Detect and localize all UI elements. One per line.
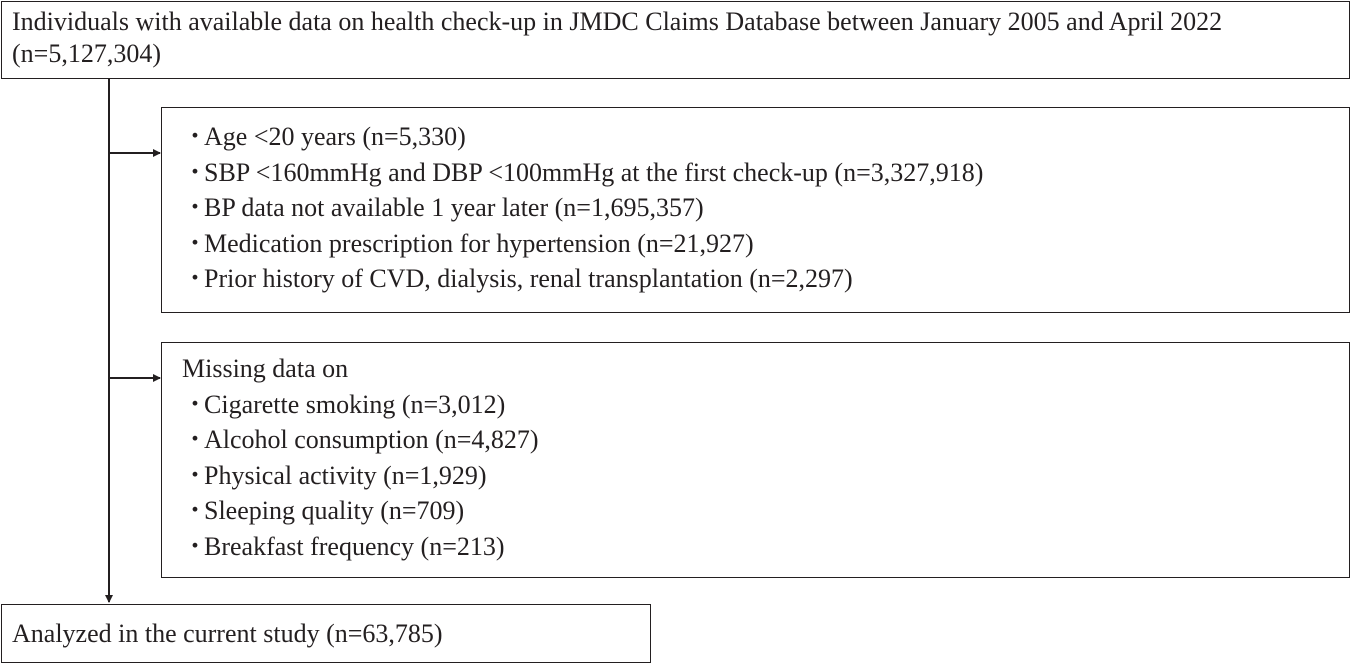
bullet: ・: [182, 531, 209, 561]
exclusion-item-prior-history: [182, 261, 1349, 297]
exclusion-criteria-box: [161, 107, 1350, 313]
analyzed-population-text: Analyzed in the current study (n=63,785): [12, 619, 443, 648]
exclusion-item-label: Age <20 years (n=5,330): [204, 122, 466, 151]
source-population-box: [1, 1, 1350, 79]
exclusion-item-medication: [182, 226, 1349, 262]
bullet: ・: [182, 193, 209, 222]
missing-item-label: Cigarette smoking (n=3,012): [204, 389, 506, 419]
missing-data-box: [161, 342, 1350, 578]
missing-item-sleeping-quality: [172, 493, 1349, 529]
exclusion-item-bp-followup: [182, 190, 1349, 226]
missing-item-physical-activity: [172, 458, 1349, 494]
missing-item-label: Alcohol consumption (n=4,827): [204, 425, 539, 454]
missing-item-label: Sleeping quality (n=709): [204, 496, 465, 525]
bullet: ・: [182, 389, 209, 419]
exclusion-item-age: [182, 119, 1349, 155]
bullet: ・: [182, 122, 209, 151]
bullet: ・: [182, 157, 209, 187]
bullet: ・: [182, 496, 209, 525]
source-population-text: Individuals with available data on health check-up in JMDC Claims Database between January 2005 and April 2022 (n=5,127,304): [12, 7, 1223, 68]
bullet: ・: [182, 228, 209, 258]
exclusion-item-label: BP data not available 1 year later (n=1,695,357): [204, 193, 704, 222]
bullet: ・: [182, 460, 209, 490]
missing-item-smoking: [172, 387, 1349, 423]
bullet: ・: [182, 425, 209, 454]
missing-item-label: Physical activity (n=1,929): [204, 460, 487, 490]
analyzed-population-box: [1, 604, 651, 663]
missing-item-alcohol: [172, 422, 1349, 458]
missing-item-label: Breakfast frequency (n=213): [204, 531, 505, 561]
exclusion-item-label: SBP <160mmHg and DBP <100mmHg at the first check-up (n=3,327,918): [204, 157, 984, 187]
exclusion-item-bp-threshold: [182, 155, 1349, 191]
bullet: ・: [182, 264, 209, 293]
exclusion-item-label: Medication prescription for hypertension (n=21,927): [204, 228, 754, 258]
missing-data-heading: Missing data on: [182, 354, 349, 383]
exclusion-item-label: Prior history of CVD, dialysis, renal transplantation (n=2,297): [204, 264, 853, 293]
missing-item-breakfast: [172, 529, 1349, 565]
